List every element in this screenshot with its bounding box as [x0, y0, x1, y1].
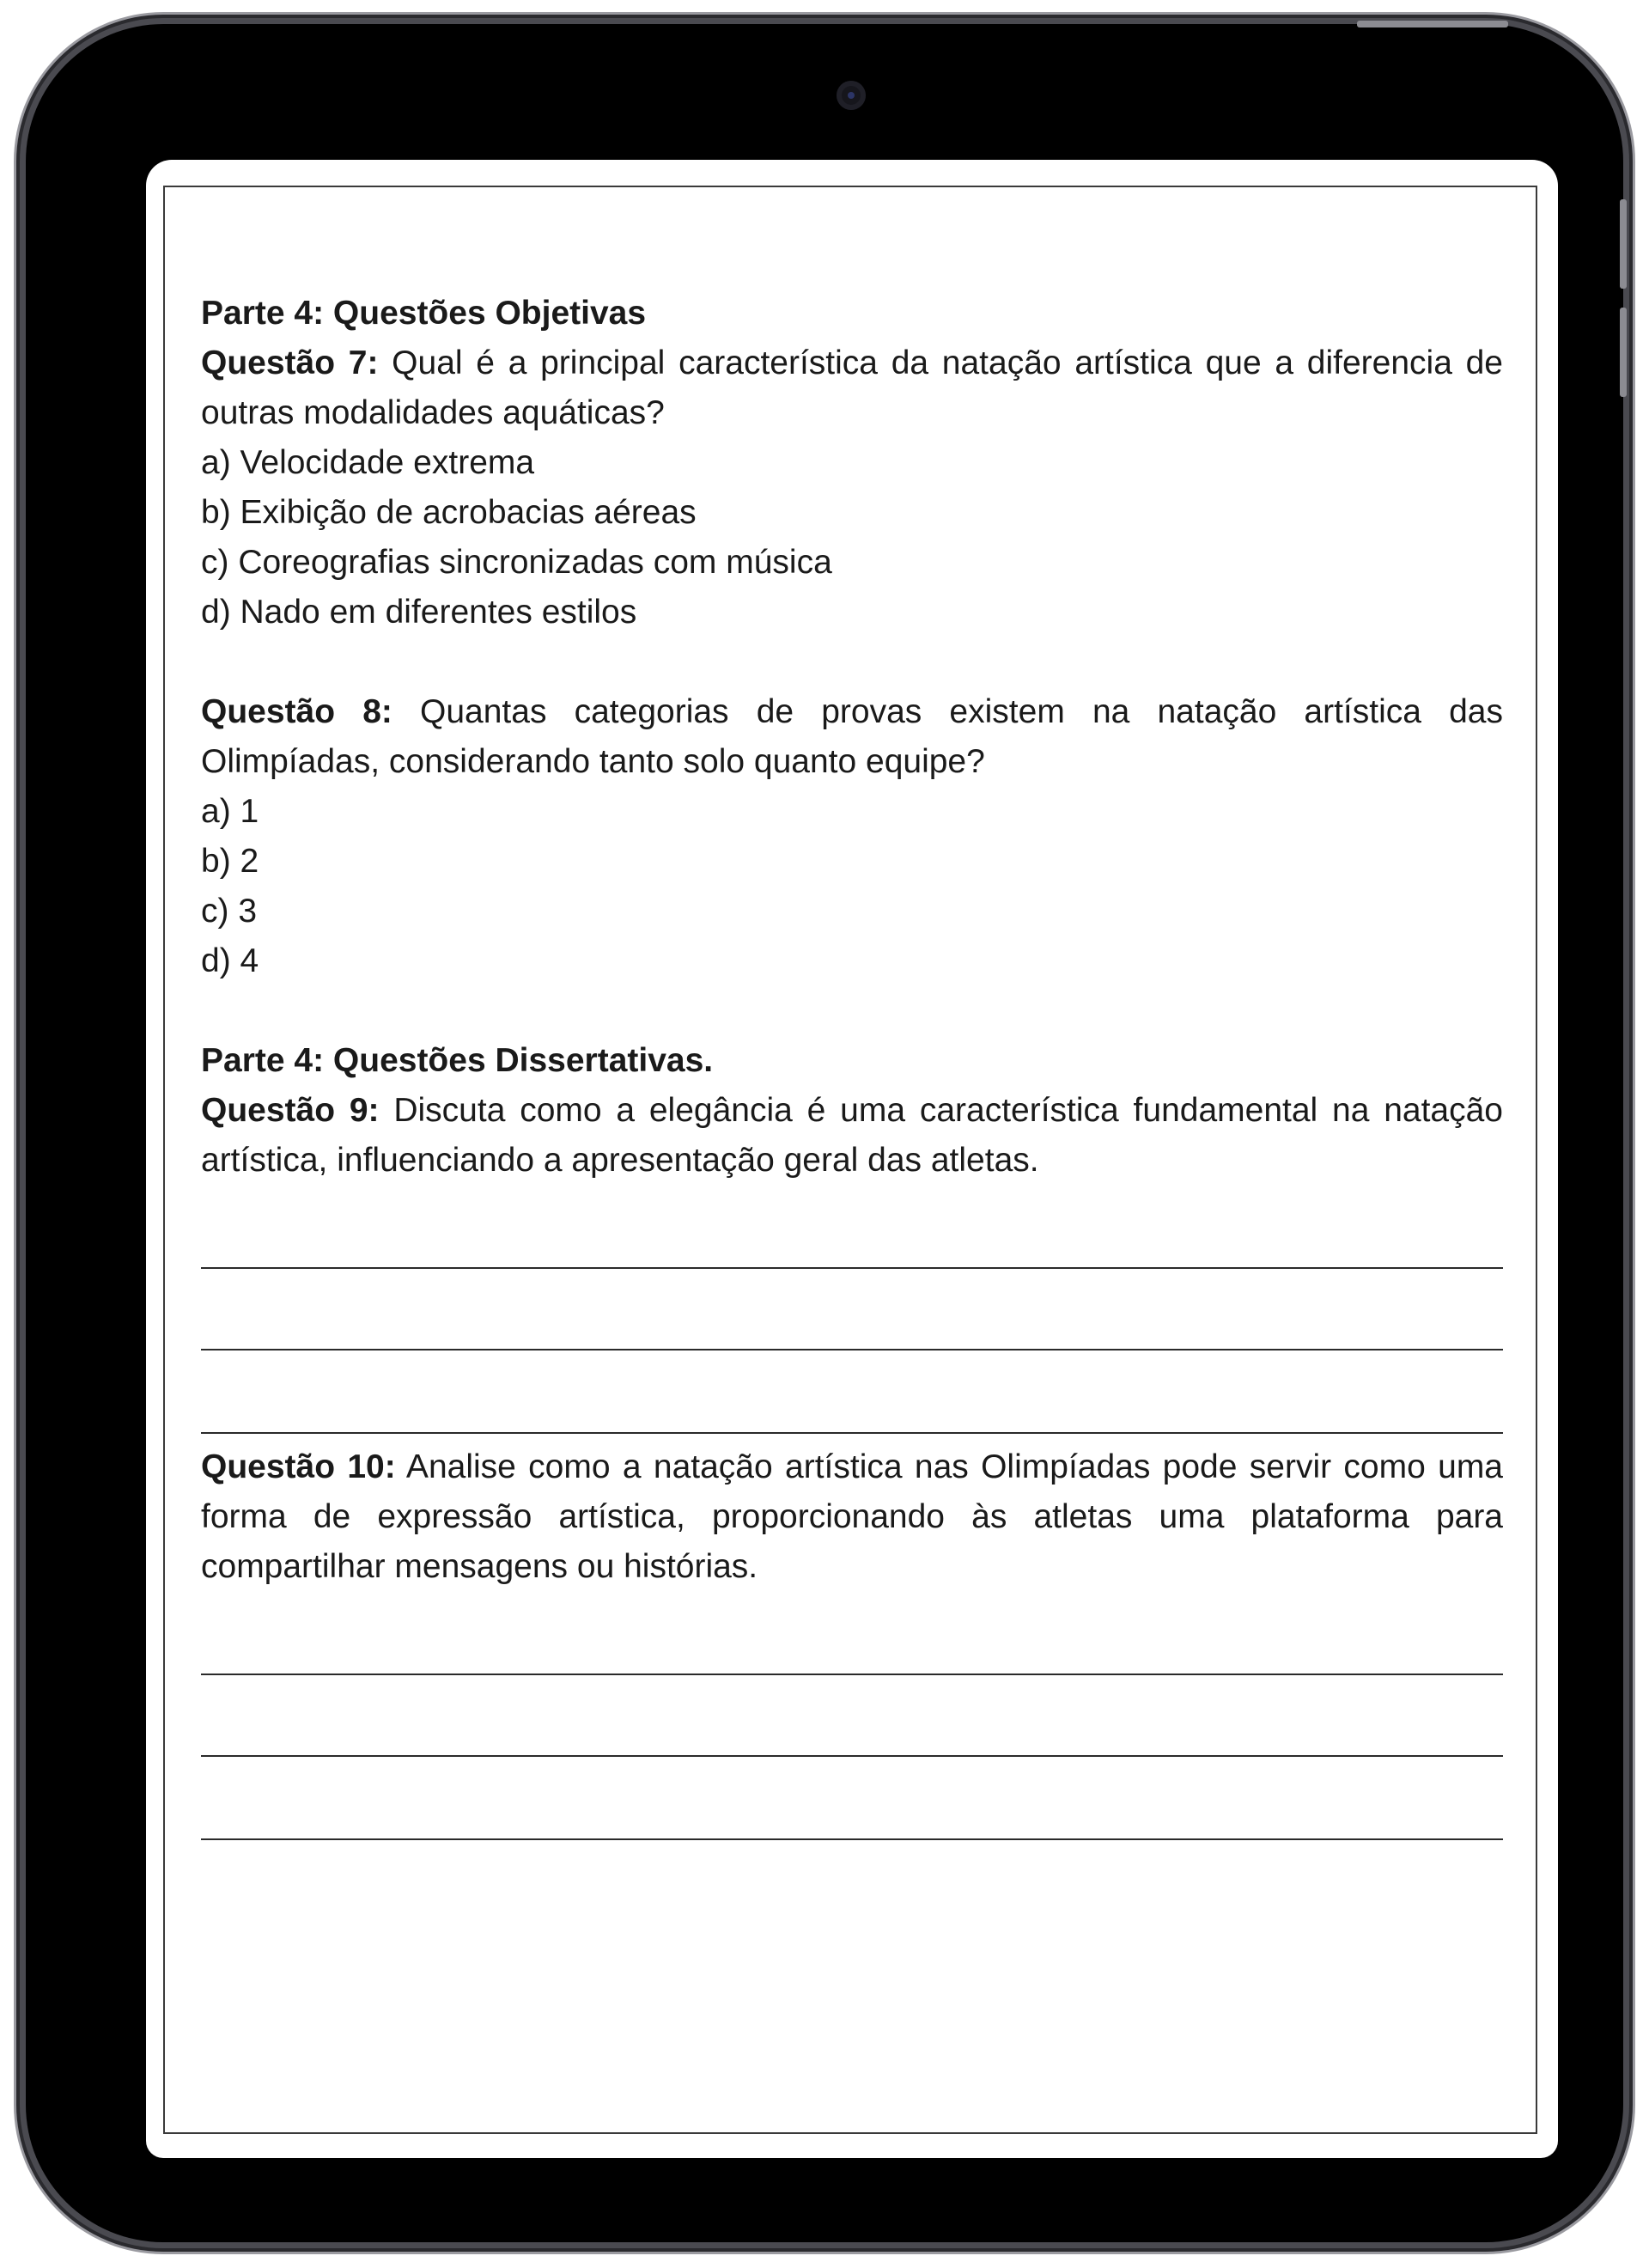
question-9-text: Discuta como a elegância é uma característica fundamental na natação artística, influenciando a apresentação geral das atletas.	[201, 1092, 1503, 1179]
volume-down-button[interactable]	[1620, 308, 1627, 397]
tablet-device	[26, 24, 1623, 2242]
spacer	[201, 1350, 1503, 1432]
question-8-label: Questão 8:	[201, 693, 392, 730]
spacer	[201, 1757, 1503, 1838]
question-9-label: Questão 9:	[201, 1092, 380, 1129]
document-content	[201, 289, 1503, 1840]
question-10-text: Analise como a natação artística nas Olimpíadas pode servir como uma forma de expressão artística, proporcionando às atletas uma plataforma para compartilhar mensagens ou histórias.	[201, 1448, 1504, 1585]
q8-option-d: d) 4	[201, 942, 259, 979]
question-10-label: Questão 10:	[201, 1448, 396, 1485]
q7-option-a: a) Velocidade extrema	[201, 444, 535, 481]
q8-option-c: c) 3	[201, 893, 258, 930]
spacer	[201, 1434, 1503, 1442]
screen	[146, 160, 1558, 2158]
spacer	[201, 1592, 1503, 1674]
spacer	[201, 1675, 1503, 1755]
question-10	[201, 1442, 1503, 1592]
spacer	[201, 986, 1503, 1036]
spacer	[201, 1186, 1503, 1267]
top-button[interactable]	[1357, 21, 1508, 27]
q7-option-d: d) Nado em diferentes estilos	[201, 594, 637, 631]
part-title-objective: Parte 4: Questões Objetivas	[201, 295, 647, 332]
q7-option-c: c) Coreografias sincronizadas com música	[201, 544, 832, 581]
question-8-text: Quantas categorias de provas existem na natação artística das Olimpíadas, considerando tanto solo quanto equipe?	[201, 693, 1503, 780]
question-7-text: Qual é a principal característica da natação artística que a diferencia de outras modalidades aquáticas?	[201, 344, 1503, 431]
question-7	[201, 338, 1503, 438]
question-9	[201, 1086, 1503, 1186]
q8-option-b: b) 2	[201, 843, 259, 880]
q7-option-b: b) Exibição de acrobacias aéreas	[201, 494, 697, 531]
q8-option-a: a) 1	[201, 793, 259, 830]
question-8	[201, 687, 1503, 787]
spacer	[201, 637, 1503, 687]
front-camera	[837, 81, 866, 110]
spacer	[201, 1269, 1503, 1349]
answer-line[interactable]	[201, 1838, 1503, 1840]
question-7-label: Questão 7:	[201, 344, 379, 381]
part-title-essay: Parte 4: Questões Dissertativas.	[201, 1042, 714, 1079]
volume-up-button[interactable]	[1620, 199, 1627, 289]
